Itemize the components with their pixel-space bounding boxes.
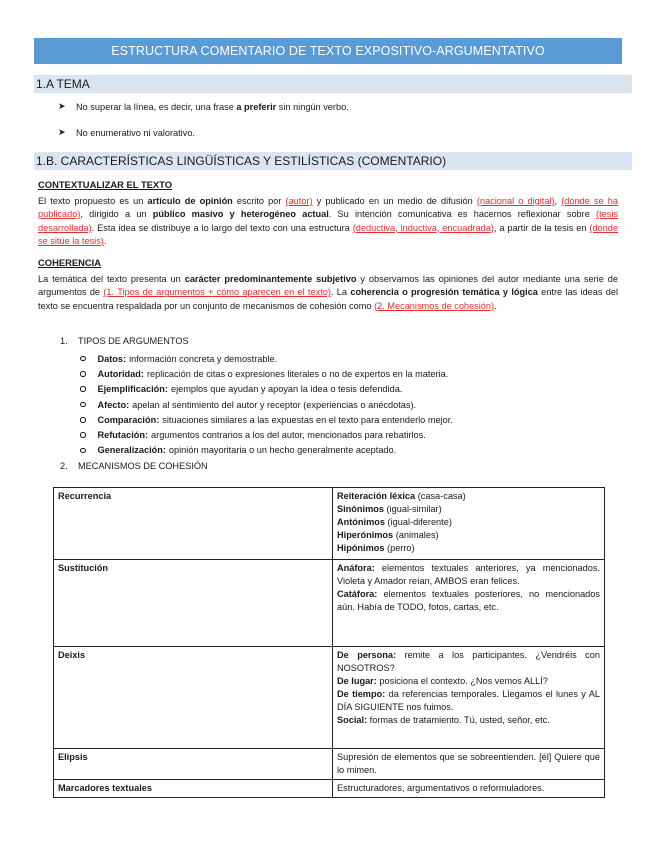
list-item: Datos: información concreta y demostrable. bbox=[78, 351, 453, 366]
contextualizar-paragraph: El texto propuesto es un artículo de opinión escrito por (autor) y publicado en un medio de difusión (nacional o digital), (donde se ha publicado), dirigido a un público masivo y heterogéneo actual. Su intención comunicativa es hacernos reflexionar sobre (tesis desarrollada). Esta idea se distribuye a lo largo del texto con una estructura (deductiva, inductiva, encuadrada), a partir de la tesis en (donde se sitúe la tesis). bbox=[38, 196, 618, 246]
tema-bullet-1 bbox=[58, 101, 349, 112]
list-item: Comparación: situaciones similares a las expuestas en el texto para entenderlo mejor. bbox=[78, 412, 453, 427]
bullet-text: No superar la línea, es decir, una frase a preferir sin ningún verbo. bbox=[76, 101, 349, 112]
table-cell-label: Marcadores textuales bbox=[54, 780, 333, 798]
table-cell-content: Anáfora: elementos textuales anteriores, ya mencionados. Violeta y Amador reían, AMBOS eran felices. Catáfora: elementos textuales posteriores, no mencionados aún. Había de TODO, fotos, cartas, etc. bbox=[333, 560, 605, 647]
table-row bbox=[54, 560, 605, 647]
table-cell-content: Supresión de elementos que se sobreentienden. [él] Quiere que lo mimen. bbox=[333, 749, 605, 780]
tema-bullet-2 bbox=[58, 127, 195, 138]
table-cell-label: Elipsis bbox=[54, 749, 333, 780]
circle-bullet-icon bbox=[80, 371, 86, 377]
table-cell-content: Reiteración léxica (casa-casa) Sinónimos (igual-similar) Antónimos (igual-diferente) Hiperónimos (animales) Hipónimos (perro) bbox=[333, 488, 605, 560]
circle-bullet-icon bbox=[80, 386, 86, 392]
table-row bbox=[54, 488, 605, 560]
cohesion-mechanisms-table bbox=[53, 487, 605, 798]
contextualizar-heading: CONTEXTUALIZAR EL TEXTO bbox=[38, 179, 173, 190]
table-cell-label: Sustitución bbox=[54, 560, 333, 647]
list-item: Autoridad: replicación de citas o expresiones literales o no de expertos en la materia. bbox=[78, 366, 453, 381]
circle-bullet-icon bbox=[80, 432, 86, 438]
table-cell-label: Recurrencia bbox=[54, 488, 333, 560]
list-item: Refutación: argumentos contrarios a los del autor, mencionados para rebatirlos. bbox=[78, 427, 453, 442]
list-item-mecanismos-cohesion: 2. MECANISMOS DE COHESIÓN bbox=[60, 461, 208, 471]
table-cell-label: Deixis bbox=[54, 647, 333, 749]
table-row bbox=[54, 780, 605, 798]
argument-types-list bbox=[78, 351, 453, 458]
list-item-tipos-argumentos: 1. TIPOS DE ARGUMENTOS bbox=[60, 336, 189, 346]
table-cell-content: Estructuradores, argumentativos o reformuladores. bbox=[333, 780, 605, 798]
bullet-text: No enumerativo ni valorativo. bbox=[76, 127, 195, 138]
list-item: Afecto: apelan al sentimiento del autor y receptor (experiencias o anécdotas). bbox=[78, 397, 453, 412]
section-heading-tema: 1.A TEMA bbox=[34, 75, 632, 93]
list-item: Generalización: opinión mayoritaria o un hecho generalmente aceptado. bbox=[78, 443, 453, 458]
arrow-bullet-icon: ➤ bbox=[58, 127, 66, 137]
table-cell-content: De persona: remite a los participantes. ¿Vendréis con NOSOTROS? De lugar: posiciona el contexto. ¿Nos vemos ALLÍ? De tiempo: da referencias temporales. Llegamos el lunes y AL DÍA SIGUIENTE nos fuimos. Social: formas de tratamiento. Tú, usted, señor, etc. bbox=[333, 647, 605, 749]
coherencia-heading: COHERENCIA bbox=[38, 257, 102, 268]
document-title: ESTRUCTURA COMENTARIO DE TEXTO EXPOSITIVO-ARGUMENTATIVO bbox=[34, 38, 622, 64]
table-row bbox=[54, 749, 605, 780]
circle-bullet-icon bbox=[80, 417, 86, 423]
circle-bullet-icon bbox=[80, 356, 86, 362]
list-item: Ejemplificación: ejemplos que ayudan y apoyan la idea o tesis defendida. bbox=[78, 382, 453, 397]
circle-bullet-icon bbox=[80, 402, 86, 408]
circle-bullet-icon bbox=[80, 448, 86, 454]
section-heading-caracteristicas: 1.B. CARACTERÍSTICAS LINGÜÍSTICAS Y ESTILÍSTICAS (COMENTARIO) bbox=[34, 152, 632, 170]
arrow-bullet-icon: ➤ bbox=[58, 101, 66, 111]
coherencia-paragraph: La temática del texto presenta un carácter predominantemente subjetivo y observamos las opiniones del autor mediante una serie de argumentos de (1. Tipos de argumentos + cómo aparecen en el texto). La coherencia o progresión temática y lógica entre las ideas del texto se encuentra respaldada por un conjunto de mecanismos de cohesión como (2. Mecanismos de cohesión). bbox=[38, 274, 618, 311]
table-row bbox=[54, 647, 605, 749]
